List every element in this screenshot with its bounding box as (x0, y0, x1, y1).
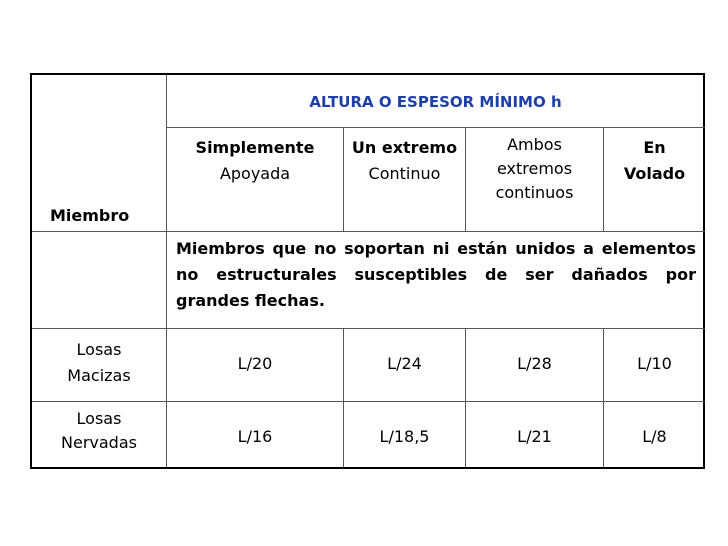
member-line: Nervadas (61, 433, 137, 452)
value-cell: L/21 (517, 427, 552, 446)
header-line: Continuo (368, 164, 441, 183)
header-line: En (643, 138, 666, 157)
header-line: Volado (623, 164, 686, 183)
header-line: extremos (496, 159, 573, 178)
member-losas-nervadas (32, 407, 166, 455)
member-line: Macizas (67, 366, 131, 385)
row-divider-macizas (32, 401, 705, 402)
member-header: Miembro (50, 206, 130, 225)
header-line: Un extremo (351, 138, 458, 157)
member-line: Losas (76, 340, 122, 359)
value-cell: L/16 (237, 427, 273, 446)
header-ambos-extremos-continuos (466, 133, 603, 205)
header-simplemente-apoyada (167, 135, 343, 187)
member-losas-macizas (32, 337, 166, 389)
value-cell: L/8 (642, 427, 667, 446)
table-title: ALTURA O ESPESOR MÍNIMO h (309, 93, 562, 111)
note-text: Miembros que no soportan ni están unidos a elementos no estructurales susceptibles de ser dañados por grandes flechas. (176, 239, 696, 310)
row-divider-header (32, 231, 705, 232)
header-un-extremo-continuo (344, 135, 465, 187)
value-cell: L/10 (637, 354, 672, 373)
row-divider-note (32, 328, 705, 329)
row-divider-title (166, 127, 705, 128)
member-line: Losas (76, 409, 122, 428)
header-line: Ambos (507, 135, 562, 154)
header-line: Simplemente (195, 138, 315, 157)
thickness-table (30, 73, 705, 469)
header-en-volado (604, 135, 705, 187)
header-line: Apoyada (219, 164, 291, 183)
header-line: continuos (495, 183, 574, 202)
value-cell: L/18,5 (379, 427, 430, 446)
value-cell: L/24 (387, 354, 422, 373)
col-divider-member (166, 75, 167, 467)
value-cell: L/20 (237, 354, 273, 373)
value-cell: L/28 (517, 354, 552, 373)
